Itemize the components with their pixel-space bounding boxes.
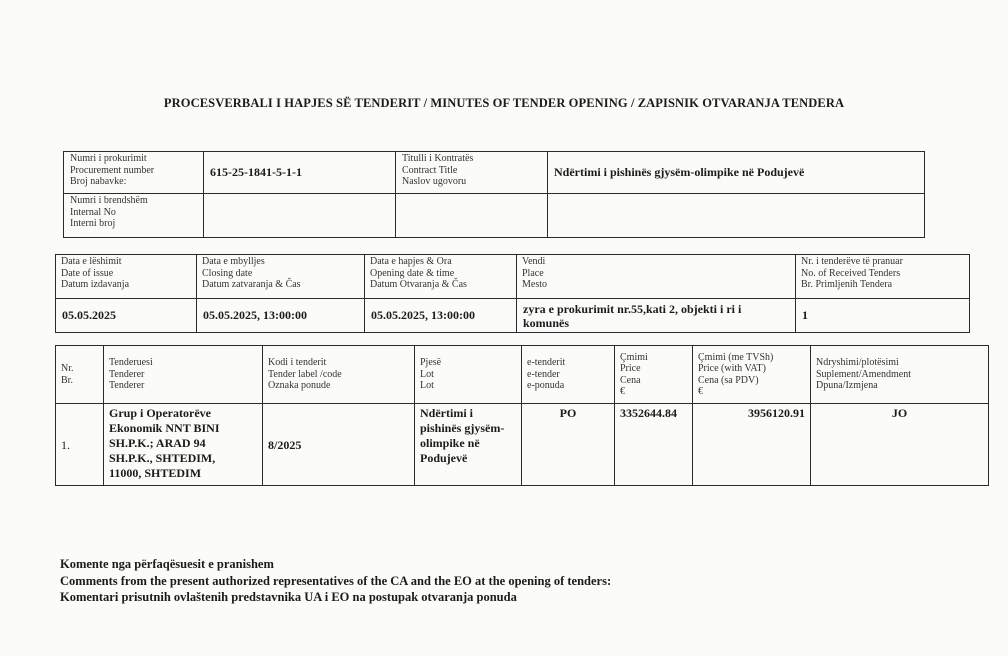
comments-line-sq: Komente nga përfaqësuesit e pranishem [60,557,274,571]
price-header: Çmimi Price Cena € [615,346,693,404]
comments-line-en: Comments from the present authorized representatives of the CA and the EO at the opening of tenders: [60,573,612,588]
etender-header: e-tenderit e-tender e-ponuda [522,346,615,404]
closing-date-value: 05.05.2025, 13:00:00 [197,299,365,333]
document-title: PROCESVERBALI I HAPJES SË TENDERIT / MINUTES OF TENDER OPENING / ZAPISNIK OTVARANJA TENDERA [163,96,845,110]
nr-header: Nr. Br. [56,346,104,404]
price-vat-header: Çmimi (me TVSh) Price (with VAT) Cena (sa PDV) € [693,346,811,404]
tenders-table [55,345,989,486]
opening-date-value: 05.05.2025, 13:00:00 [365,299,517,333]
procurement-number-label: Numri i prokurimit Procurement number Broj nabavke: [64,152,204,194]
row-number: 1. [56,404,104,486]
internal-number-label: Numri i brendshëm Internal No Interni broj [64,194,204,238]
procurement-info-table [63,151,925,238]
date-of-issue-value: 05.05.2025 [56,299,197,333]
table-row [56,404,989,486]
procurement-number-value: 615-25-1841-5-1-1 [204,152,396,194]
tenderer-name: Grup i Operatorëve Ekonomik NNT BINI SH.P.K.; ARAD 94 SH.P.K., SHTEDIM, 11000, SHTEDIM [104,404,263,486]
lot-name: Ndërtimi i pishinës gjysëm- olimpike në Podujevë [415,404,522,486]
place-value: zyra e prokurimit nr.55,kati 2, objekti i ri i komunës [517,299,796,333]
etender-value: PO [522,404,615,486]
dates-table [55,254,970,333]
comments-section [60,556,611,606]
price-value: 3352644.84 [615,404,693,486]
tender-code-header: Kodi i tenderit Tender label /code Oznaka ponude [263,346,415,404]
internal-number-value [204,194,396,238]
opening-date-header: Data e hapjes & Ora Opening date & time Datum Otvaranja & Čas [365,255,517,299]
tenderer-header: Tenderuesi Tenderer Tenderer [104,346,263,404]
comments-line-sr: Komentari prisutnih ovlaštenih predstavnika UA i EO na postupak otvaranja ponuda [60,590,517,604]
contract-title-value: Ndërtimi i pishinës gjysëm-olimpike në Podujevë [548,152,925,194]
date-of-issue-header: Data e lëshimit Date of issue Datum izdavanja [56,255,197,299]
empty-cell [396,194,548,238]
empty-cell [548,194,925,238]
amendment-header: Ndryshimi/plotësimi Suplement/Amendment Dpuna/Izmjena [811,346,989,404]
received-tenders-header: Nr. i tenderëve të pranuar No. of Received Tenders Br. Primljenih Tendera [796,255,970,299]
tender-code: 8/2025 [263,404,415,486]
contract-title-label: Titulli i Kontratës Contract Title Naslov ugovoru [396,152,548,194]
lot-header: Pjesë Lot Lot [415,346,522,404]
closing-date-header: Data e mbylljes Closing date Datum zatvaranja & Čas [197,255,365,299]
place-header: Vendi Place Mesto [517,255,796,299]
amendment-value: JO [811,404,989,486]
price-vat-value: 3956120.91 [693,404,811,486]
received-tenders-value: 1 [796,299,970,333]
